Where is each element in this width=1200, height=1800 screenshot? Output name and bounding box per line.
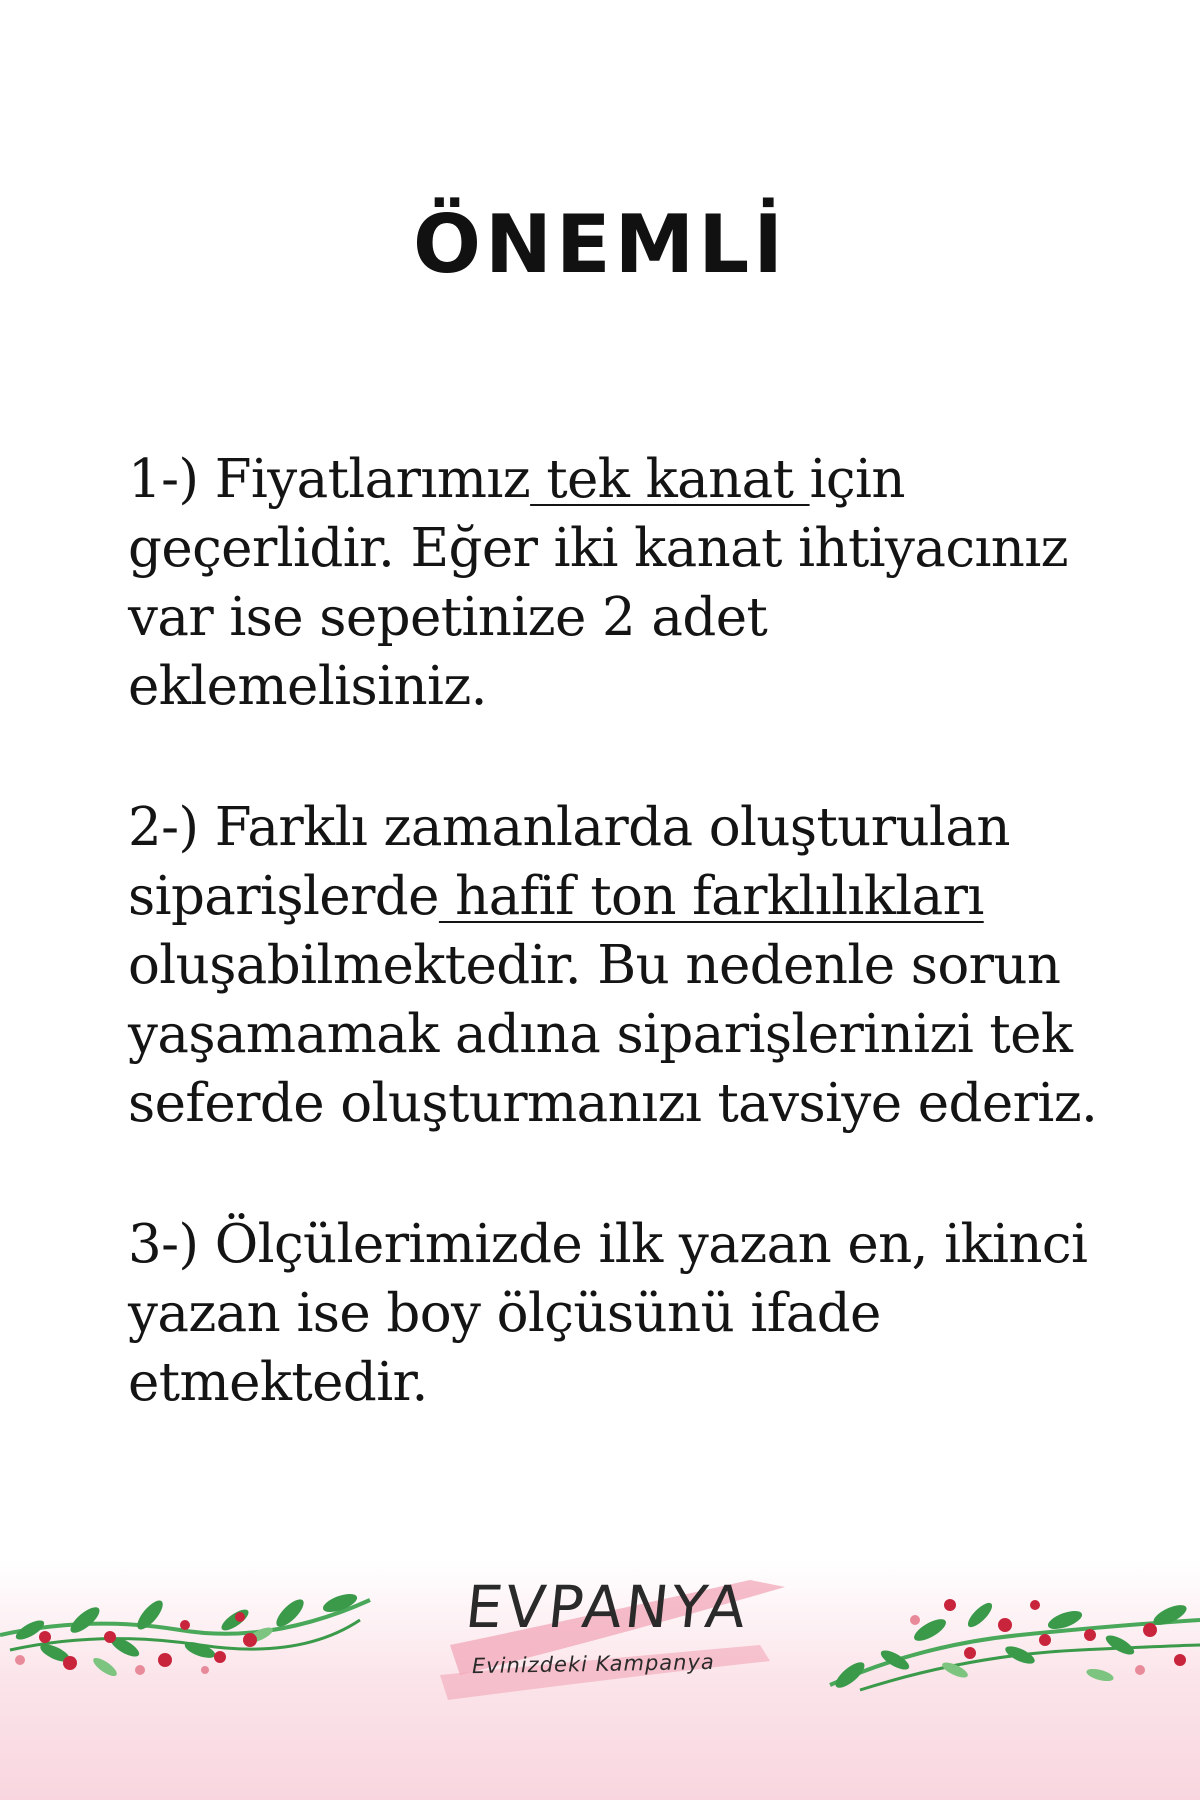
note-2-text-end: oluşabilmektedir. Bu nedenle sorun yaşamamak adına siparişlerinizi tek seferde oluşturmanızı tavsiye ederiz.: [128, 935, 1098, 1134]
floral-garland-right-icon: [820, 1575, 1200, 1705]
note-3: [128, 1210, 1128, 1417]
floral-garland-left-icon: [0, 1575, 390, 1705]
note-2: [128, 793, 1128, 1138]
note-1-text-end: için geçerlidir. Eğer iki kanat ihtiyacınız var ise sepetinize 2 adet eklemelisiniz.: [128, 449, 1068, 717]
brand-logo: [420, 1565, 790, 1710]
page-title: ÖNEMLİ: [413, 198, 787, 291]
note-2-highlight: hafif ton farklılıkları: [438, 866, 984, 927]
note-3-text: 3-) Ölçülerimizde ilk yazan en, ikinci yazan ise boy ölçüsünü ifade etmektedir.: [128, 1214, 1088, 1413]
note-1-text-start: 1-) Fiyatlarımız: [128, 449, 531, 510]
brand-tagline: Evinizdeki Kampanya: [471, 1649, 715, 1679]
notes-list: [128, 445, 1128, 1489]
note-1: [128, 445, 1128, 721]
note-2-text-start: 2-) Farklı zamanlarda oluşturulan siparişlerde: [128, 797, 1010, 927]
brand-name: EVPANYA: [462, 1573, 752, 1641]
note-1-highlight: tek kanat: [530, 449, 810, 510]
